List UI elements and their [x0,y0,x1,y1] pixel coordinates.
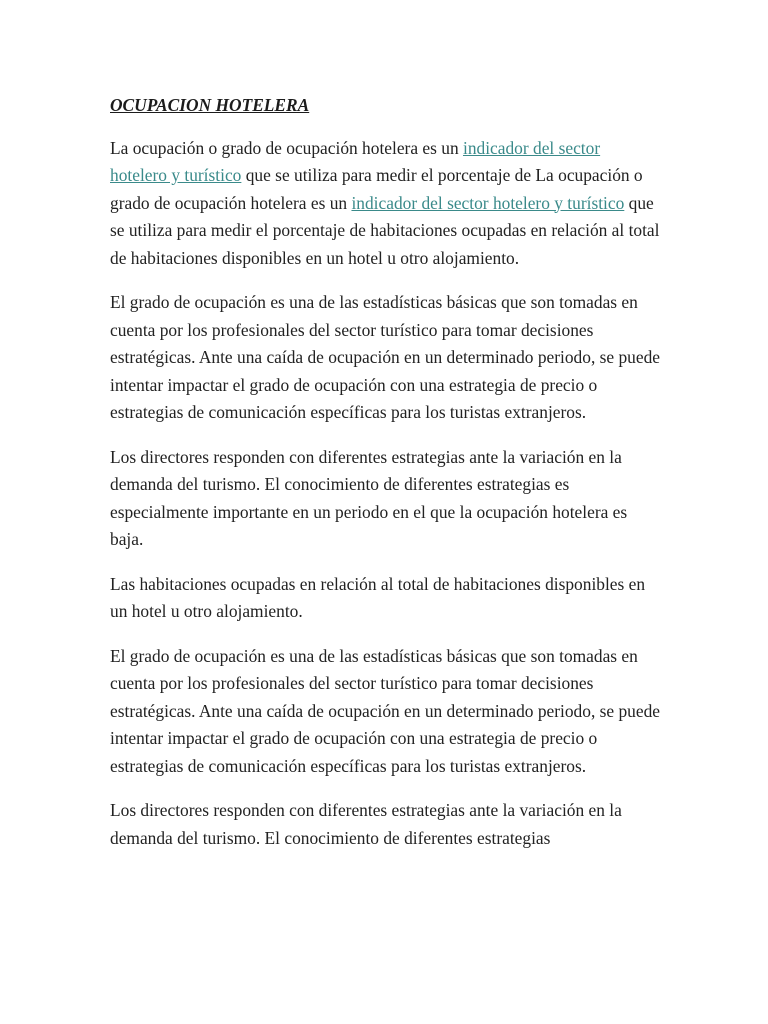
paragraph-1-text-c: que se utiliza para medir el porcentaje de habitaciones ocupadas en relación al total de habitaciones disponibles en un hotel u otro alojamiento. [110,192,660,268]
paragraph-1-text-b: que se utiliza para medir el porcentaje de La ocupación o grado de ocupación hotelera es un [110,165,643,213]
paragraph-5: El grado de ocupación es una de las estadísticas básicas que son tomadas en cuenta por los profesionales del sector turístico para tomar decisiones estratégicas. Ante una caída de ocupación en un determinado periodo, se puede intentar impactar el grado de ocupación con una estrategia de precio o estrategias de comunicación específicas para los turistas extranjeros. [110,645,661,776]
link-indicador-sector-1[interactable]: indicador del sector hotelero y turístico [110,137,601,185]
paragraph-4: Las habitaciones ocupadas en relación al total de habitaciones disponibles en un hotel u otro alojamiento. [110,573,646,621]
document-page [110,92,660,869]
paragraph-2: El grado de ocupación es una de las estadísticas básicas que son tomadas en cuenta por los profesionales del sector turístico para tomar decisiones estratégicas. Ante una caída de ocupación en un determinado periodo, se puede intentar impactar el grado de ocupación con una estrategia de precio o estrategias de comunicación específicas para los turistas extranjeros. [110,292,661,422]
paragraph-1 [110,135,660,273]
link-indicador-sector-2[interactable]: indicador del sector hotelero y turístico [351,192,625,213]
paragraph-6: Los directores responden con diferentes estrategias ante la variación en la demanda del turismo. El conocimiento de diferentes estrategias [110,800,622,848]
document-title: OCUPACION HOTELERA [110,95,310,115]
paragraph-3: Los directores responden con diferentes estrategias ante la variación en la demanda del turismo. El conocimiento de diferentes estrategias es especialmente importante en un periodo en el que la ocupación hotelera es baja. [110,446,628,549]
paragraph-1-text-a: La ocupación o grado de ocupación hotelera es un [110,137,463,158]
